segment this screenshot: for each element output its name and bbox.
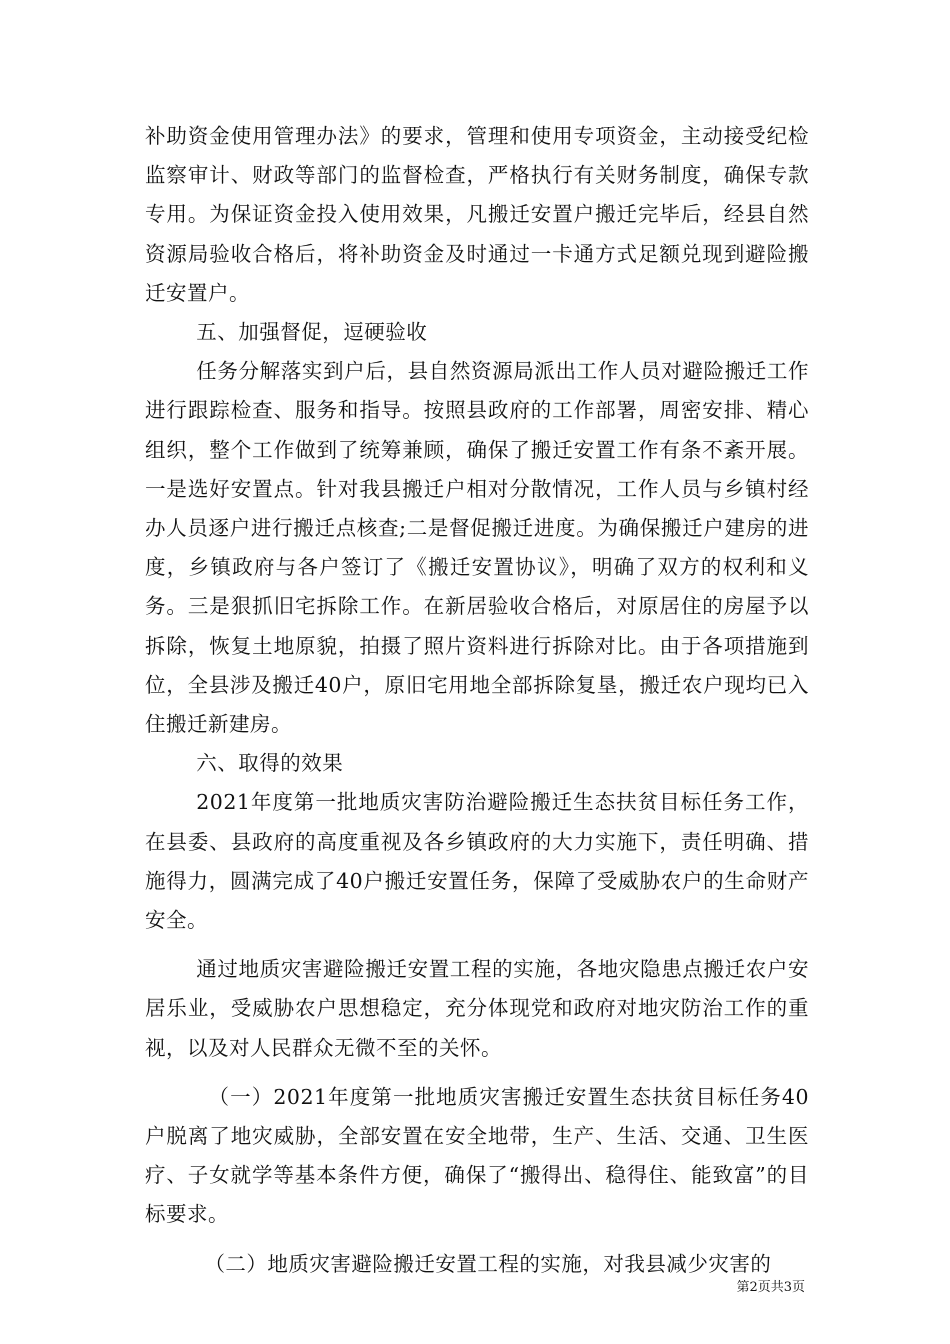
paragraph-implementation: 通过地质灾害避险搬迁安置工程的实施，各地灾隐患点搬迁农户安居乐业，受威胁农户思想稳定，充分体现党和政府对地灾防治工作的重视，以及对人民群众无微不至的关怀。 [145,957,809,1060]
paragraph-continued-funding: 补助资金使用管理办法》的要求，管理和使用专项资金，主动接受纪检监察审计、财政等部门的监督检查，严格执行有关财务制度，确保专款专用。为保证资金投入使用效果，凡搬迁安置户搬迁完毕后，经县自然资源局验收合格后，将补助资金及时通过一卡通方式足额兑现到避险搬迁安置户。 [145,124,809,305]
paragraph-item-two: （二）地质灾害避险搬迁安置工程的实施，对我县减少灾害的 [204,1251,772,1276]
paragraph-item-one: （一）2021年度第一批地质灾害搬迁安置生态扶贫目标任务40户脱离了地灾威胁，全部安置在安全地带，生产、生活、交通、卫生医疗、子女就学等基本条件方便，确保了“搬得出、稳得住、能致富”的目标要求。 [145,1084,809,1227]
paragraph-results: 2021年度第一批地质灾害防治避险搬迁生态扶贫目标任务工作，在县委、县政府的高度重视及各乡镇政府的大力实施下，责任明确、措施得力，圆满完成了40户搬迁安置任务，保障了受威胁农户的生命财产安全。 [145,790,809,933]
document-body [145,117,809,1284]
section-heading-five: 五、加强督促，逗硬验收 [196,320,428,345]
section-heading-six: 六、取得的效果 [196,751,344,776]
page-number-footer: 第2页共3页 [736,1280,805,1295]
paragraph-supervision: 任务分解落实到户后，县自然资源局派出工作人员对避险搬迁工作进行跟踪检查、服务和指导。按照县政府的工作部署，周密安排、精心组织，整个工作做到了统筹兼顾，确保了搬迁安置工作有条不紊开展。一是选好安置点。针对我县搬迁户相对分散情况，工作人员与乡镇村经办人员逐户进行搬迁点核查;二是督促搬迁进度。为确保搬迁户建房的进度，乡镇政府与各户签订了《搬迁安置协议》，明确了双方的权利和义务。三是狠抓旧宅拆除工作。在新居验收合格后，对原居住的房屋予以拆除，恢复土地原貌，拍摄了照片资料进行拆除对比。由于各项措施到位，全县涉及搬迁40户，原旧宅用地全部拆除复垦，搬迁农户现均已入住搬迁新建房。 [145,359,809,737]
